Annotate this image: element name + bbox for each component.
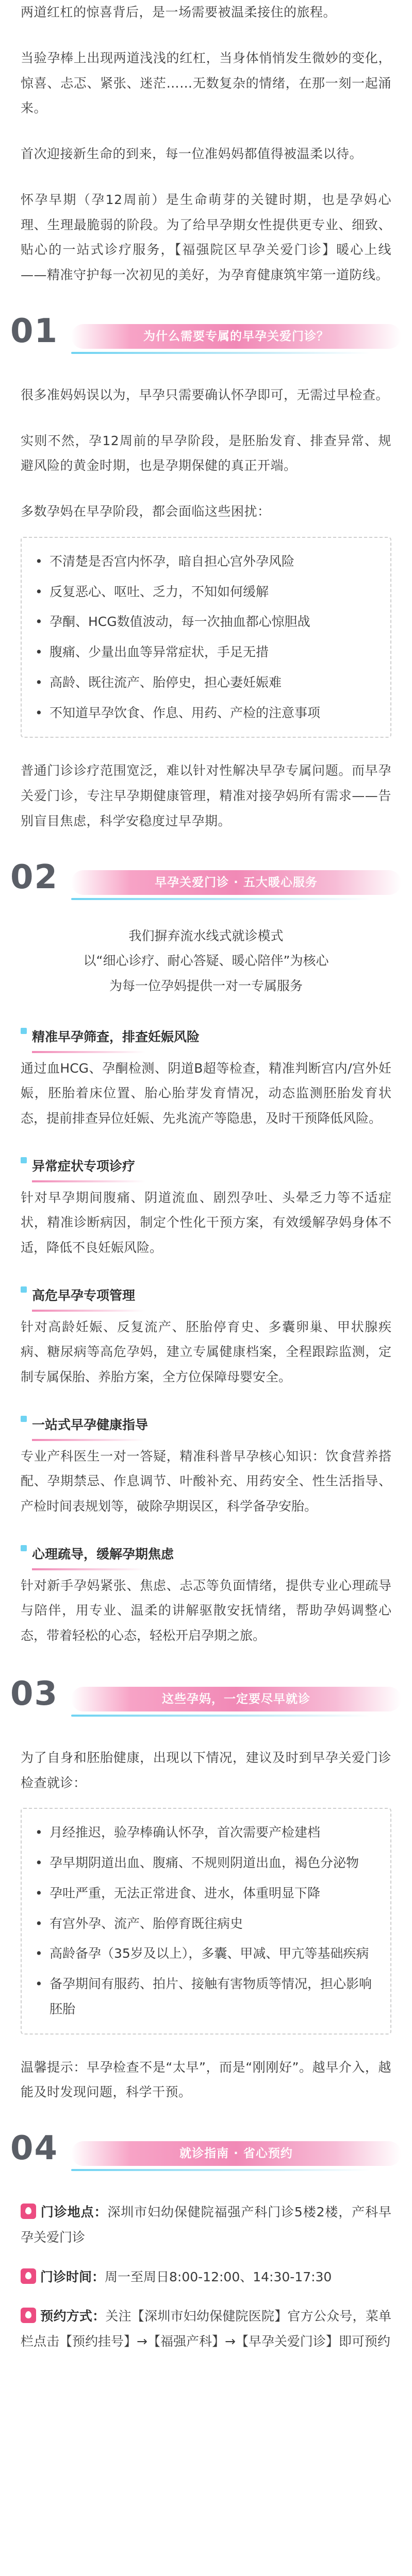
section-paragraph: 多数孕妈在早孕阶段，都会面临这些困扰： <box>21 504 271 519</box>
heading-underline <box>71 352 370 354</box>
bullet-icon: • <box>35 1976 43 1991</box>
service-feature <box>21 1025 391 1131</box>
section-02-heading <box>10 855 391 908</box>
bullet-icon: • <box>35 614 43 630</box>
section-01-heading <box>10 309 391 362</box>
feature-body: 专业产科医生一对一答疑，精准科普早孕核心知识：饮食营养搭配、孕期禁忌、作息调节、叶酸补充、用药安全、性生活指导、产检时间表规划等，破除孕期误区，科学备孕安胎。 <box>21 1448 391 1514</box>
section-number: 04 <box>10 2129 59 2167</box>
section-paragraph: 为了自身和胚胎健康，出现以下情况，建议及时到早孕关爱门诊检查就诊： <box>21 1750 391 1790</box>
section-paragraph: 普通门诊诊疗范围宽泛，难以针对性解决早孕专属问题。而早孕关爱门诊，专注早孕期健康管理，精准对接孕妈所有需求——告别盲目焦虑，科学安稳度过早孕期。 <box>21 763 391 828</box>
warm-tip: 温馨提示：早孕检查不是“太早”，而是“刚刚好”。越早介入，越能及时发现问题，科学干预。 <box>21 2059 391 2100</box>
feature-title: 一站式早孕健康指导 <box>21 1413 391 1441</box>
service-intro: 我们摒弃流水线式就诊模式 以“细心诊疗、耐心答疑、暖心陪伴”为核心 为每一位孕妈提供一对一专属服务 <box>83 928 329 993</box>
clock-icon <box>21 2268 36 2284</box>
section-04-heading <box>10 2126 391 2179</box>
title-highlight <box>32 1310 145 1312</box>
section-title: 就诊指南 · 省心预约 <box>179 2147 293 2160</box>
bullet-icon: • <box>35 705 43 720</box>
section-title: 早孕关爱门诊 · 五大暖心服务 <box>155 875 318 889</box>
service-feature <box>21 1154 391 1261</box>
intro-paragraph: 当验孕棒上出现两道浅浅的红杠，当身体悄悄发生微妙的变化，惊喜、忐忑、紧张、迷茫……无数复杂的情绪，在那一刻一起涌来。 <box>21 50 391 116</box>
guide-location: 门诊地点：深圳市妇幼保健院福强产科门诊5楼2楼，产科早孕关爱门诊 <box>21 2205 391 2245</box>
section-03-heading <box>10 1671 391 1725</box>
heading-underline <box>71 2169 370 2171</box>
title-highlight <box>32 1439 145 1441</box>
list-item: • 备孕期间有服药、拍片、接触有害物质等情况，担心影响胚胎 <box>35 1972 377 2022</box>
feature-body: 通过血HCG、孕酮检测、阴道B超等检查，精准判断宫内/宫外妊娠，胚胎着床位置、胎心胎芽发育情况，动态监测胚胎发育状态，提前排查异位妊娠、先兆流产等隐患，及时干预降低风险。 <box>21 1060 391 1126</box>
heading-underline <box>71 898 370 900</box>
list-item: • 月经推迟，验孕棒确认怀孕，首次需要产检建档 <box>35 1820 377 1845</box>
feature-body: 针对早孕期间腹痛、阴道流血、剧烈孕吐、头晕乏力等不适症状，精准诊断病因，制定个性化干预方案，有效缓解孕妈身体不适，降低不良妊娠风险。 <box>21 1190 391 1255</box>
list-item: • 孕早期阴道出血、腹痛、不规则阴道出血，褐色分泌物 <box>35 1851 377 1876</box>
list-item: • 有宫外孕、流产、胎停育既往病史 <box>35 1911 377 1937</box>
bullet-icon: • <box>35 584 43 599</box>
feature-body: 针对新手孕妈紧张、焦虑、忐忑等负面情绪，提供专业心理疏导与陪伴，用专业、温柔的讲解驱散安抚情绪，帮助孕妈调整心态，带着轻松的心态，轻松开启孕期之旅。 <box>21 1578 391 1643</box>
title-highlight <box>32 1568 145 1570</box>
bullet-icon: • <box>35 1855 43 1870</box>
feature-title: 异常症状专项诊疗 <box>21 1154 391 1182</box>
intro-paragraph: 首次迎接新生命的到来，每一位准妈妈都值得被温柔以待。 <box>21 146 363 161</box>
list-item: • 不清楚是否宫内怀孕，暗自担心宫外孕风险 <box>35 549 377 574</box>
bullet-icon: • <box>35 553 43 569</box>
title-highlight <box>32 1051 145 1053</box>
list-item: • 腹痛、少量出血等异常症状，手足无措 <box>35 640 377 665</box>
title-highlight <box>32 1180 145 1182</box>
bullet-icon: • <box>35 645 43 659</box>
list-item: • 孕酮、HCG数值波动，每一次抽血都心惊胆战 <box>35 609 377 635</box>
feature-body: 针对高龄妊娠、反复流产、胚胎停育史、多囊卵巢、甲状腺疾病、糖尿病等高危孕妈，建立专属健康档案，全程跟踪监测，定制专属保胎、养胎方案，全方位保障母婴安全。 <box>21 1319 391 1384</box>
section-title: 为什么需要专属的早孕关爱门诊？ <box>143 329 329 343</box>
service-feature <box>21 1283 391 1390</box>
list-item: • 孕吐严重，无法正常进食、进水，体重明显下降 <box>35 1881 377 1906</box>
intro-top-line: 两道红杠的惊喜背后，是一场需要被温柔接住的旅程。 <box>21 5 337 20</box>
bottom-spacer <box>21 2375 391 2391</box>
section-number: 02 <box>10 858 59 896</box>
who-should-visit-list <box>21 1808 391 2034</box>
section-title: 这些孕妈，一定要尽早就诊 <box>162 1692 310 1706</box>
intro-paragraph: 怀孕早期（孕12周前）是生命萌芽的关键时期，也是孕妈心理、生理最脆弱的阶段。为了给早孕期女性提供更专业、细致、贴心的一站式诊疗服务，【福强院区早孕关爱门诊】暖心上线——精准守护每一次初见的美好，为孕育健康筑牢第一道防线。 <box>21 192 391 282</box>
bullet-icon: • <box>35 1916 43 1931</box>
service-feature <box>21 1542 391 1649</box>
visit-guide <box>21 2200 391 2354</box>
concerns-list <box>21 537 391 738</box>
guide-booking: 预约方式：关注【深圳市妇幼保健院医院】官方公众号，菜单栏点击【预约挂号】→【福强产科】→【早孕关爱门诊】即可预约 <box>21 2309 391 2349</box>
feature-title: 心理疏导，缓解孕期焦虑 <box>21 1542 391 1570</box>
location-icon <box>21 2204 36 2219</box>
feature-title: 精准早孕筛查，排查妊娠风险 <box>21 1025 391 1053</box>
bullet-icon: • <box>35 1825 43 1840</box>
guide-hours: 门诊时间：周一至周日8:00-12:00、14:30-17:30 <box>21 2265 391 2290</box>
list-item: • 不知道早孕饮食、作息、用药、产检的注意事项 <box>35 701 377 726</box>
bullet-icon: • <box>35 674 43 690</box>
section-paragraph: 很多准妈妈误以为，早孕只需要确认怀孕即可，无需过早检查。 <box>21 387 389 402</box>
bullet-icon: • <box>35 1946 43 1961</box>
section-number: 03 <box>10 1674 59 1713</box>
section-paragraph: 实则不然，孕12周前的早孕阶段，是胚胎发育、排查异常、规避风险的黄金时期，也是孕期保健的真正开端。 <box>21 433 391 473</box>
list-item: • 反复恶心、呕吐、乏力，不知如何缓解 <box>35 580 377 605</box>
list-item: • 高龄备孕（35岁及以上），多囊、甲减、甲亢等基础疾病 <box>35 1941 377 1967</box>
section-number: 01 <box>10 312 59 350</box>
service-feature <box>21 1413 391 1519</box>
calendar-icon <box>21 2308 36 2323</box>
heading-underline <box>71 1715 370 1717</box>
feature-title: 高危早孕专项管理 <box>21 1283 391 1312</box>
bullet-icon: • <box>35 1885 43 1901</box>
list-item: • 高龄、既往流产、胎停史，担心妻妊娠难 <box>35 670 377 696</box>
